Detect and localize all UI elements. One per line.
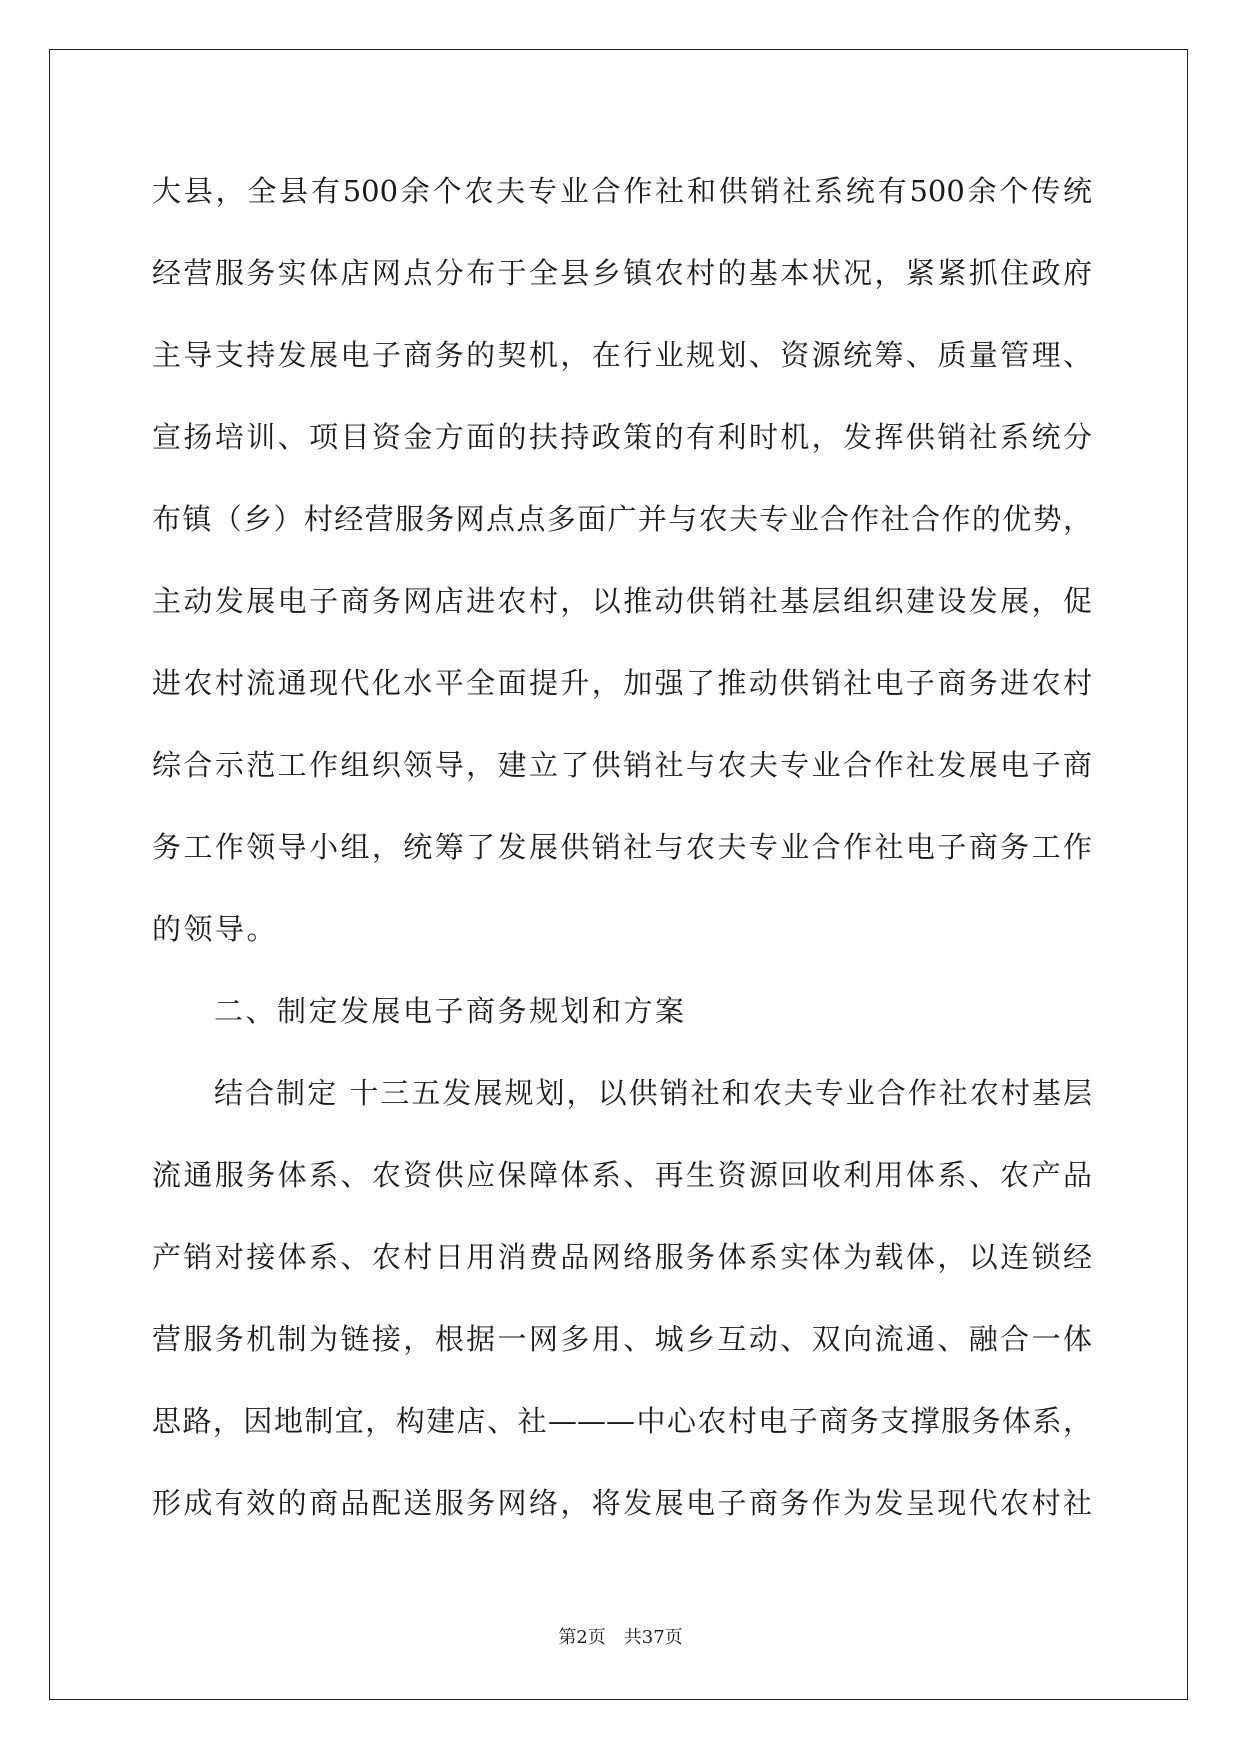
text-line: 流通服务体系、农资供应保障体系、再生资源回收利用体系、农产品 <box>152 1158 1092 1192</box>
text-line: 进农村流通现代化水平全面提升，加强了推动供销社电子商务进农村 <box>152 666 1092 700</box>
text-line: 形成有效的商品配送服务网络，将发展电子商务作为发呈现代农村社 <box>152 1486 1092 1520</box>
text-line: 结合制定 十三五发展规划，以供销社和农夫专业合作社农村基层 <box>214 1076 1092 1110</box>
text-line: 务工作领导小组，统筹了发展供销社与农夫专业合作社电子商务工作 <box>152 830 1092 864</box>
text-line: 的领导。 <box>152 912 279 946</box>
text-line: 思路，因地制宜，构建店、社———中心农村电子商务支撑服务体系， <box>152 1404 1092 1438</box>
text-line: 布镇（乡）村经营服务网点点多面广并与农夫专业合作社合作的优势， <box>152 502 1092 536</box>
total-pages: 共37页 <box>623 1627 683 1648</box>
text-line: 主导支持发展电子商务的契机，在行业规划、资源统筹、质量管理、 <box>152 338 1092 372</box>
text-line: 二、制定发展电子商务规划和方案 <box>214 994 687 1028</box>
text-line: 大县，全县有500余个农夫专业合作社和供销社系统有500余个传统 <box>152 174 1092 208</box>
text-line: 营服务机制为链接，根据一网多用、城乡互动、双向流通、融合一体 <box>152 1322 1092 1356</box>
page-footer <box>0 1626 1241 1650</box>
document-body <box>152 166 1092 1560</box>
page-number: 第2页 <box>558 1627 606 1648</box>
text-line: 宣扬培训、项目资金方面的扶持政策的有利时机，发挥供销社系统分 <box>152 420 1092 454</box>
text-line: 主动发展电子商务网店进农村，以推动供销社基层组织建设发展，促 <box>152 584 1092 618</box>
text-line: 产销对接体系、农村日用消费品网络服务体系实体为载体，以连锁经 <box>152 1240 1092 1274</box>
text-line: 综合示范工作组织领导，建立了供销社与农夫专业合作社发展电子商 <box>152 748 1092 782</box>
text-line: 经营服务实体店网点分布于全县乡镇农村的基本状况，紧紧抓住政府 <box>152 256 1092 290</box>
